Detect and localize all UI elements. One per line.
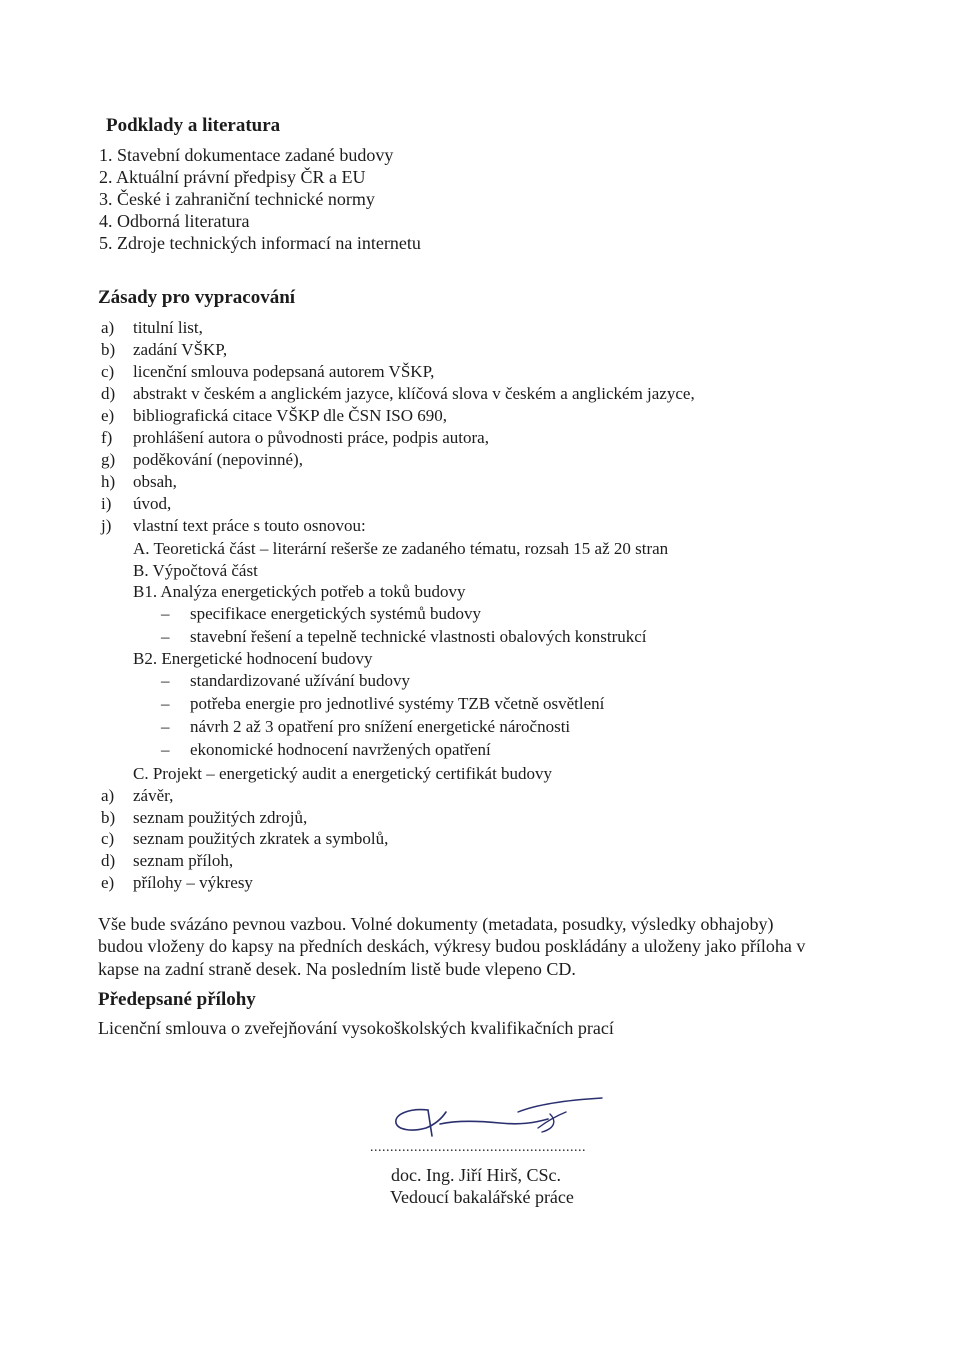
section-heading-prilohy: Předepsané přílohy xyxy=(98,989,256,1010)
signature-stroke-hook xyxy=(542,1114,554,1132)
outline-subitem: potřeba energie pro jednotlivé systémy TZB včetně osvětlení xyxy=(190,694,605,713)
list-item: seznam použitých zkratek a symbolů, xyxy=(133,829,389,848)
list-marker: b) xyxy=(101,340,116,359)
list-item: úvod, xyxy=(133,494,172,513)
list-item: přílohy – výkresy xyxy=(133,873,253,892)
list-item: seznam použitých zdrojů, xyxy=(133,808,308,827)
list-item: 5. Zdroje technických informací na internetu xyxy=(99,233,421,253)
list-marker: a) xyxy=(101,318,115,337)
list-item: bibliografická citace VŠKP dle ČSN ISO 690, xyxy=(133,406,447,425)
signature-stroke-loop xyxy=(396,1110,446,1130)
list-marker: c) xyxy=(101,362,115,381)
list-item: zadání VŠKP, xyxy=(133,340,228,359)
list-marker: j) xyxy=(101,516,112,535)
list-item: 1. Stavební dokumentace zadané budovy xyxy=(99,145,394,165)
list-marker: h) xyxy=(101,472,116,491)
signature-line: ...................................................... xyxy=(370,1140,586,1155)
outline-subitem: ekonomické hodnocení navržených opatření xyxy=(190,740,491,759)
list-item: 4. Odborná literatura xyxy=(99,211,250,231)
list-item: poděkování (nepovinné), xyxy=(133,450,303,469)
handwritten-signature xyxy=(388,1090,608,1145)
list-marker: d) xyxy=(101,851,116,870)
list-marker: a) xyxy=(101,786,115,805)
list-marker: c) xyxy=(101,829,115,848)
list-item: 2. Aktuální právní předpisy ČR a EU xyxy=(99,167,366,187)
dash-marker: – xyxy=(161,604,170,623)
list-item: 3. České i zahraniční technické normy xyxy=(99,189,375,209)
list-marker: e) xyxy=(101,873,115,892)
list-item: vlastní text práce s touto osnovou: xyxy=(133,516,366,535)
binding-paragraph xyxy=(98,913,888,980)
dash-marker: – xyxy=(161,740,170,759)
signature-stroke-down xyxy=(428,1110,432,1136)
outline-part-a: A. Teoretická část – literární rešerše ze zadaného tématu, rozsah 15 až 20 stran xyxy=(133,539,669,558)
outline-subitem: návrh 2 až 3 opatření pro snížení energetické náročnosti xyxy=(190,717,571,736)
list-item: obsah, xyxy=(133,472,177,491)
dash-marker: – xyxy=(161,671,170,690)
paragraph-line: budou vloženy do kapsy na předních deskách, výkresy budou poskládány a uloženy jako příloha v xyxy=(98,936,806,957)
list-marker: g) xyxy=(101,450,116,469)
paragraph-line: Vše bude svázáno pevnou vazbou. Volné dokumenty (metadata, posudky, výsledky obhajoby) xyxy=(98,914,774,934)
list-item: seznam příloh, xyxy=(133,851,234,870)
list-marker: e) xyxy=(101,406,115,425)
list-item: titulní list, xyxy=(133,318,203,337)
outline-subitem: stavební řešení a tepelně technické vlastnosti obalových konstrukcí xyxy=(190,627,647,646)
list-item: licenční smlouva podepsaná autorem VŠKP, xyxy=(133,362,435,381)
signature-stroke-flourish xyxy=(518,1098,602,1128)
signatory-role: Vedoucí bakalářské práce xyxy=(390,1187,574,1207)
list-item: závěr, xyxy=(133,786,174,805)
outline-part-b2: B2. Energetické hodnocení budovy xyxy=(133,649,373,668)
outline-part-c: C. Projekt – energetický audit a energetický certifikát budovy xyxy=(133,764,553,783)
signatory-name: doc. Ing. Jiří Hirš, CSc. xyxy=(391,1165,561,1185)
list-marker: b) xyxy=(101,808,116,827)
signature-stroke-line xyxy=(440,1119,548,1124)
paragraph-line: kapse na zadní straně desek. Na posledním listě bude vlepeno CD. xyxy=(98,958,576,979)
list-item: abstrakt v českém a anglickém jazyce, klíčová slova v českém a anglickém jazyce, xyxy=(133,384,695,403)
list-marker: d) xyxy=(101,384,116,403)
section-heading-zasady: Zásady pro vypracování xyxy=(98,287,296,308)
dash-marker: – xyxy=(161,694,170,713)
section-heading-podklady: Podklady a literatura xyxy=(106,115,281,136)
list-item: prohlášení autora o původnosti práce, podpis autora, xyxy=(133,428,489,447)
outline-part-b: B. Výpočtová část xyxy=(133,561,258,580)
outline-part-b1: B1. Analýza energetických potřeb a toků budovy xyxy=(133,582,466,601)
prilohy-text: Licenční smlouva o zveřejňování vysokoškolských kvalifikačních prací xyxy=(98,1018,614,1038)
dash-marker: – xyxy=(161,717,170,736)
dash-marker: – xyxy=(161,627,170,646)
outline-subitem: standardizované užívání budovy xyxy=(190,671,410,690)
outline-subitem: specifikace energetických systémů budovy xyxy=(190,604,481,623)
list-marker: i) xyxy=(101,494,112,513)
list-marker: f) xyxy=(101,428,113,447)
